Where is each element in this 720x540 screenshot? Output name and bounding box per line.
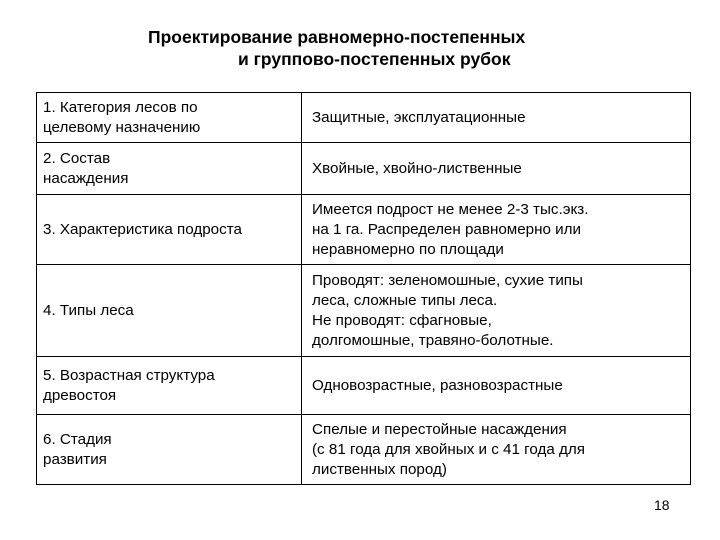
table-cell-value [302,265,691,357]
cell-line: 4. Типы леса [43,301,134,319]
table-row [37,195,691,265]
parameters-table [36,92,691,485]
cell-line: 3. Характеристика подроста [43,220,242,238]
cell-line: неравномерно по площади [312,240,504,258]
table-cell-value [302,357,691,415]
table-row [37,265,691,357]
cell-line: Проводят: зеленомошные, сухие типы [312,271,583,289]
cell-line: 1. Категория лесов по [43,98,198,116]
cell-line: долгомошные, травяно-болотные. [312,331,554,349]
table-row [37,93,691,143]
table-row [37,357,691,415]
table-cell-parameter [37,415,302,485]
page-number: 18 [654,497,670,513]
table-row [37,415,691,485]
table-cell-parameter [37,143,302,195]
cell-line: Одновозрастные, разновозрастные [312,376,563,394]
cell-line: Не проводят: сфагновые, [312,311,492,329]
table-cell-value [302,415,691,485]
table-cell-parameter [37,195,302,265]
cell-line: лиственных пород) [312,460,447,478]
table-cell-parameter [37,93,302,143]
table-row [37,143,691,195]
table-cell-parameter [37,265,302,357]
cell-line: Защитные, эксплуатационные [312,108,526,126]
table-cell-value [302,143,691,195]
cell-line: развития [43,450,107,468]
cell-line: 5. Возрастная структура [43,366,215,384]
cell-line: леса, сложные типы леса. [312,291,498,309]
cell-line: целевому назначению [43,118,201,136]
cell-line: Хвойные, хвойно-лиственные [312,159,522,177]
cell-line: на 1 га. Распределен равномерно или [312,220,581,238]
cell-line: 2. Состав [43,149,111,167]
table-cell-value [302,195,691,265]
cell-line: (с 81 года для хвойных и с 41 года для [312,440,585,458]
page-title-line-2: и группово-постепенных рубок [238,49,511,69]
cell-line: 6. Стадия [43,430,112,448]
cell-line: Спелые и перестойные насаждения [312,420,567,438]
page-title-line-1: Проектирование равномерно-постепенных [148,27,526,47]
table-cell-parameter [37,357,302,415]
cell-line: древостоя [43,386,117,404]
table-cell-value [302,93,691,143]
cell-line: насаждения [43,169,129,187]
cell-line: Имеется подрост не менее 2-3 тыс.экз. [312,200,589,218]
